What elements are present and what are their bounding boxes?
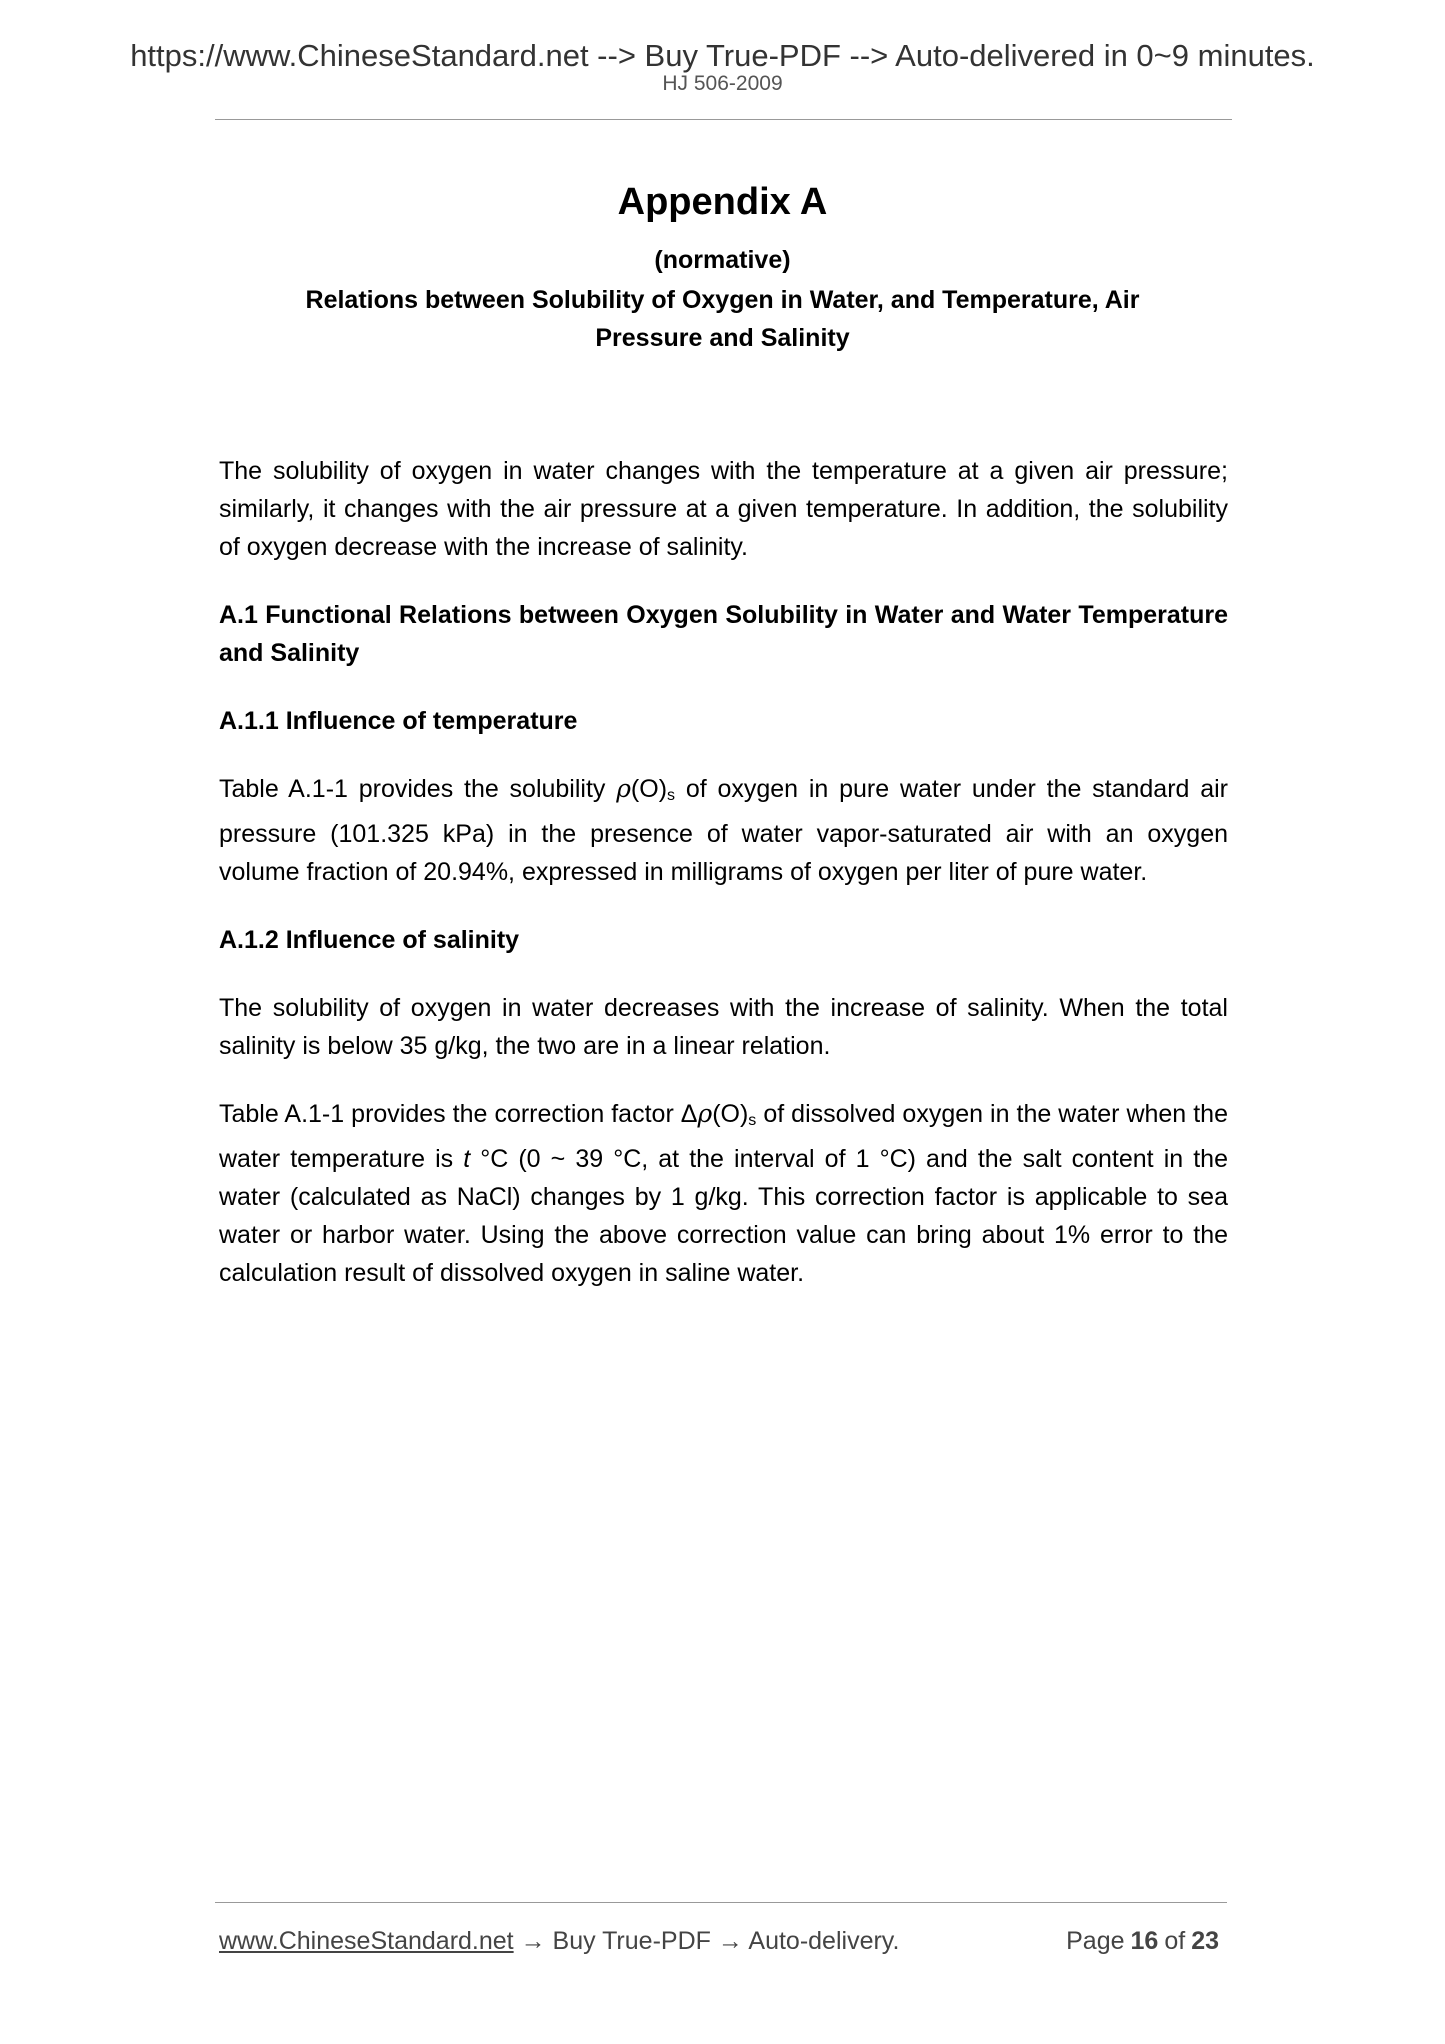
page-number: 16: [1130, 1927, 1159, 1955]
rho-symbol: ρ: [616, 774, 631, 803]
normative-label: (normative): [654, 246, 791, 274]
section-a11-heading: A.1.1 Influence of temperature: [219, 707, 578, 735]
subscript-s: s: [667, 787, 676, 804]
rho-symbol: ρ: [697, 1099, 713, 1128]
footer-promo: [219, 1924, 899, 1958]
temperature-variable: t: [463, 1145, 471, 1173]
appendix-title: Appendix A: [617, 181, 828, 223]
page-footer: [219, 1924, 1225, 1958]
subscript-s: s: [748, 1112, 757, 1129]
page-total: 23: [1191, 1927, 1219, 1955]
delta-symbol: Δ: [680, 1100, 698, 1128]
section-a11-paragraph: Table A.1-1 provides the solubility ρ(O)s of oxygen in pure water under the standard air pressure (101.325 kPa) in the presence of water vapor-saturated air with an oxygen volume fraction of 20.94%, expressed in milligrams of oxygen per liter of pure water.: [219, 774, 1228, 886]
top-banner: https://www.ChineseStandard.net --> Buy True-PDF --> Auto-delivered in 0~9 minutes.: [130, 38, 1315, 73]
footer-site-link[interactable]: www.ChineseStandard.net: [219, 1927, 514, 1955]
body-content: [219, 452, 1228, 1322]
appendix-subtitle: Relations between Solubility of Oxygen in Water, and Temperature, Air Pressure and Salinity: [305, 286, 1140, 352]
section-a12-heading: A.1.2 Influence of salinity: [219, 926, 520, 954]
intro-paragraph: The solubility of oxygen in water changes with the temperature at a given air pressure; similarly, it changes with the air pressure at a given temperature. In addition, the solubility of oxygen decrease with the increase of salinity.: [219, 457, 1228, 561]
section-a1-heading: A.1 Functional Relations between Oxygen Solubility in Water and Water Temperature and Salinity: [219, 601, 1228, 667]
footer-divider: [215, 1902, 1227, 1903]
document-code: HJ 506-2009: [662, 72, 783, 95]
section-a12-paragraph-2: Table A.1-1 provides the correction factor Δρ(O)s of dissolved oxygen in the water when the water temperature is t °C (0 ~ 39 °C, at the interval of 1 °C) and the salt content in the water (calculated as NaCl) changes by 1 g/kg. This correction factor is applicable to sea water or harbor water. Using the above correction value can bring about 1% error to the calculation result of dissolved oxygen in saline water.: [219, 1099, 1228, 1287]
header-divider: [215, 119, 1232, 120]
page-indicator: Page 16 of 23: [1066, 1927, 1219, 1955]
section-a12-paragraph-1: The solubility of oxygen in water decreases with the increase of salinity. When the total salinity is below 35 g/kg, the two are in a linear relation.: [219, 994, 1228, 1060]
footer-promo-text: → Buy True-PDF → Auto-delivery.: [513, 1927, 900, 1955]
